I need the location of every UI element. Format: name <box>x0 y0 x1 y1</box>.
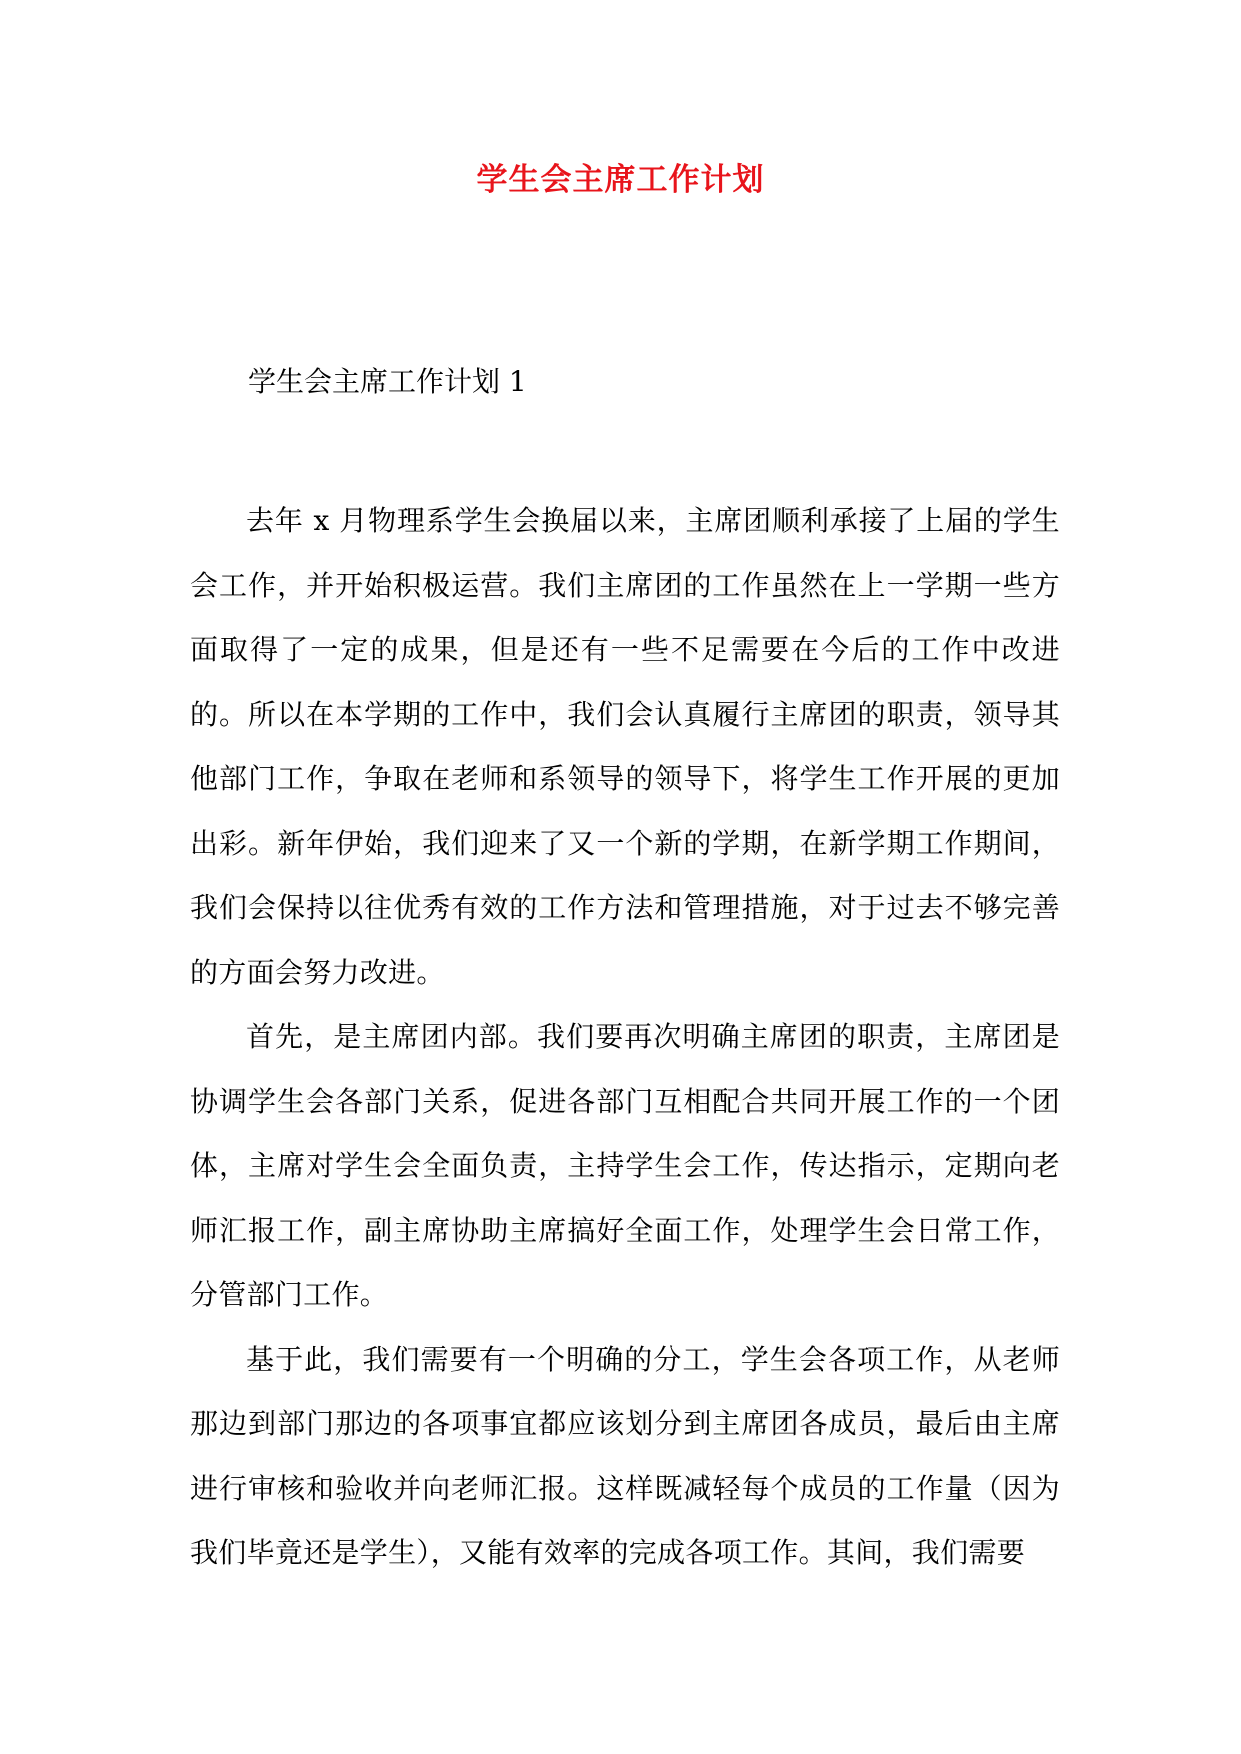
paragraph-3: 基于此，我们需要有一个明确的分工，学生会各项工作，从老师那边到部门那边的各项事宜都应该划分到主席团各成员，最后由主席进行审核和验收并向老师汇报。这样既减轻每个成员的工作量（因为我们毕竟还是学生），又能有效率的完成各项工作。其间，我们需要 <box>190 1342 1060 1569</box>
paragraph-2: 首先，是主席团内部。我们要再次明确主席团的职责，主席团是协调学生会各部门关系，促进各部门互相配合共同开展工作的一个团体，主席对学生会全面负责，主持学生会工作，传达指示，定期向老师汇报工作，副主席协助主席搞好全面工作，处理学生会日常工作，分管部门工作。 <box>190 1020 1060 1311</box>
paragraph-1: 去年 x 月物理系学生会换届以来，主席团顺利承接了上届的学生会工作，并开始积极运营。我们主席团的工作虽然在上一学期一些方面取得了一定的成果，但是还有一些不足需要在今后的工作中改进的。所以在本学期的工作中，我们会认真履行主席团的职责，领导其他部门工作，争取在老师和系领导的领导下，将学生工作开展的更加出彩。新年伊始，我们迎来了又一个新的学期，在新学期工作期间，我们会保持以往优秀有效的工作方法和管理措施，对于过去不够完善的方面会努力改进。 <box>190 504 1060 989</box>
document-title: 学生会主席工作计划 <box>476 162 765 198</box>
document-body <box>190 489 1060 1586</box>
section-heading: 学生会主席工作计划 1 <box>248 365 527 398</box>
